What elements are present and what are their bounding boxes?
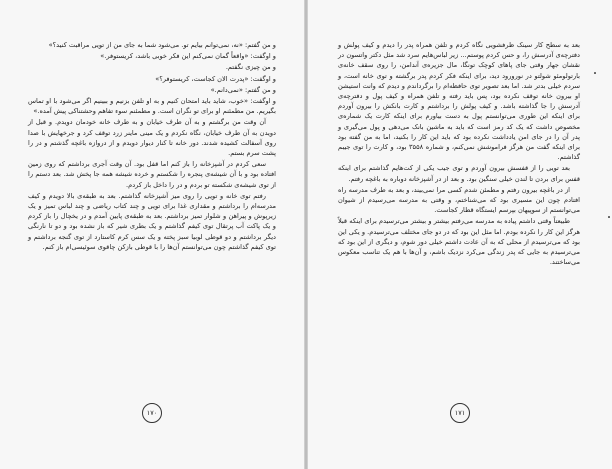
scan-speck (594, 72, 596, 74)
right-page-text (338, 40, 580, 268)
left-page (0, 0, 305, 469)
paragraph: آن وقت من برگشتم و به آن طرف خیابان و به طرف خانه خودمان دویدم. و قبل از دویدن به آن طرف خیابان، نگاه نکردم و یک مینی ماینر زرد توقف کرد و جرخهایش با صدا روی آسفالت کشیده شدند. دور خانه تا کنار دیوار دویدم و از دروازه باغچه گذشتم و در را پشت سرم بستم. (28, 118, 276, 158)
paragraph: بعد به سطح کار سینک ظرفشویی نگاه کردم و تلفن همراه پدر را دیدم و کیف پولش و دفترچه‌ی آدرسش را، و حس کردم پوستم... زیر لباس‌هایم سرد شد مثل دکتر واتسون در نقشان جهار وقتی جای پاهای کوچک تونگا، مال جزیره‌ی آندامن، را روی سقف خانه‌ی بارتولومئو شولتو در نورورود دید، برای اینکه فکر کردم پدر برگشته و توی خانه است، و سردم خیلی بدتر شد. اما بعد تصویر توی حافظه‌ام را برگرداندم و دیدم که وانت استیشن او بیرون خانه توقف نکرده بود، پس باید رفته و تلفن همراه و کیف پول و دفترچه‌ی آدرسش را جا گذاشته باشد. و کیف پولش را برداشتم و کارت بانکش را بیرون آوردم برای اینکه این طوری می‌توانستم پول به دست بیاورم برای اینکه کارت یک شماره‌ی مخصوص داشت که یک کد رمز است که باید به ماشین بانک می‌دهی و پول می‌گیری و پدر آن را در جای امن یادداشت نکرده بود که باید این کار را بکنید، اما به من گفته بود برای اینکه گفت من هرگز فراموشش نمی‌کنم، و شماره ۳۵۵۸ بود، و کارت را توی جیبم گذاشتم. (338, 41, 580, 162)
paragraph: و اوگفت: «خوب، شاید باید امتحان کنیم و به او تلفن بزنیم و ببینیم اگر می‌شود با او تماس بگیریم. من مطمئنم او برای تو نگران است. و مطمئنم سوء تفاهم وحشتناکی پیش آمده.» (28, 97, 276, 116)
paragraph: و من چیزی نگفتم. (225, 63, 276, 72)
paragraph: از در باغچه بیرون رفتم و مطمئن شدم کسی مرا نمی‌بیند، و بعد به طرف مدرسه راه افتادم چون این مسیری بود که می‌شناختم، و وقتی به مدرسه می‌رسیدم از شیوان می‌توانستم از سوپیهان بپرسم ایستگاه قطار کجاست. (338, 185, 580, 215)
paragraph: بعد تویی را از قفسش بیرون آوردم و توی جیب یکی از کت‌هایم گذاشتم برای اینکه قفس برای بردن تا لندن خیلی سنگین بود. و بعد از در آشپزخانه دوباره به باغچه رفتم. (338, 164, 580, 183)
paragraph: و من گفتم: «نه، نمی‌توانم بیایم تو. می‌شود شما به جای من از تویی مراقبت کنید؟» (48, 41, 276, 49)
paragraph: و اوگفت: «پدرت الان کجاست، کریستوفر؟» (155, 74, 276, 83)
page-number: ۱۷۰ (142, 403, 162, 423)
paragraph: طبیعتاً وقتی داشتم پیاده به مدرسه می‌رفتم بیشتر و بیشتر می‌ترسیدم برای اینکه قبلاً هرگز این کار را نکرده بودم. اما مثل این بود که در دو جای مختلف می‌ترسیدم. و یکی این بود که می‌ترسیدم از محلی که به آن عادت داشتم خیلی دور شوم، و دیگری از این بود که می‌ترسیدم به جایی که پدر زندگی می‌کرد نزدیک باشم، و آن‌ها با هم یک تناسب معکوس می‌ساختند. (338, 217, 580, 267)
paragraph: و من گفتم: «نمی‌دانم.» (210, 85, 276, 94)
right-page (307, 0, 612, 469)
left-page-text (28, 40, 276, 253)
paragraph: رفتم توی خانه و تویی را روی میز آشپزخانه گذاشتم. بعد به طبقه‌ی بالا دویدم و کیف مدرسه‌ام را برداشتم و مقداری غذا برای تویی و چند کتاب ریاضی و چند لباس تمیز و یک زیرپوش و پیراهن و شلوار تمیز برداشتم. بعد به طبقه‌ی پایین آمدم و در یخچال را باز کردم و یک پاکت آب پرتقال توی کیفم گذاشتم و یک بطری شیر که باز نشده بود و دو تا نارنگی دیگر برداشتم و دو قوطی لوبیا سبز پخته و یک سس کرم کاستارد از توی گنجه برداشتم و توی کیفم گذاشتم چون می‌توانستم آن‌ها را با قوطی بازکن چاقوی سوئیسی‌ام باز کنم. (28, 191, 276, 251)
paragraph: سعی کردم در آشپزخانه را باز کنم اما قفل بود. آن وقت آجری برداشتم که روی زمین افتاده بود و با آن شیشه‌ی پنجره را شکستم و خرده شیشه همه جا پخش شد. بعد دستم را از توی شیشه‌ی شکسته تو بردم و در را داخل باز کردم. (28, 160, 276, 189)
page-number: ۱۷۱ (450, 403, 470, 423)
scan-speck (608, 216, 610, 218)
paragraph: و اوگفت: «واقعاً گمان نمی‌کنم این فکر خوبی باشد، کریستوفر.» (100, 52, 276, 61)
